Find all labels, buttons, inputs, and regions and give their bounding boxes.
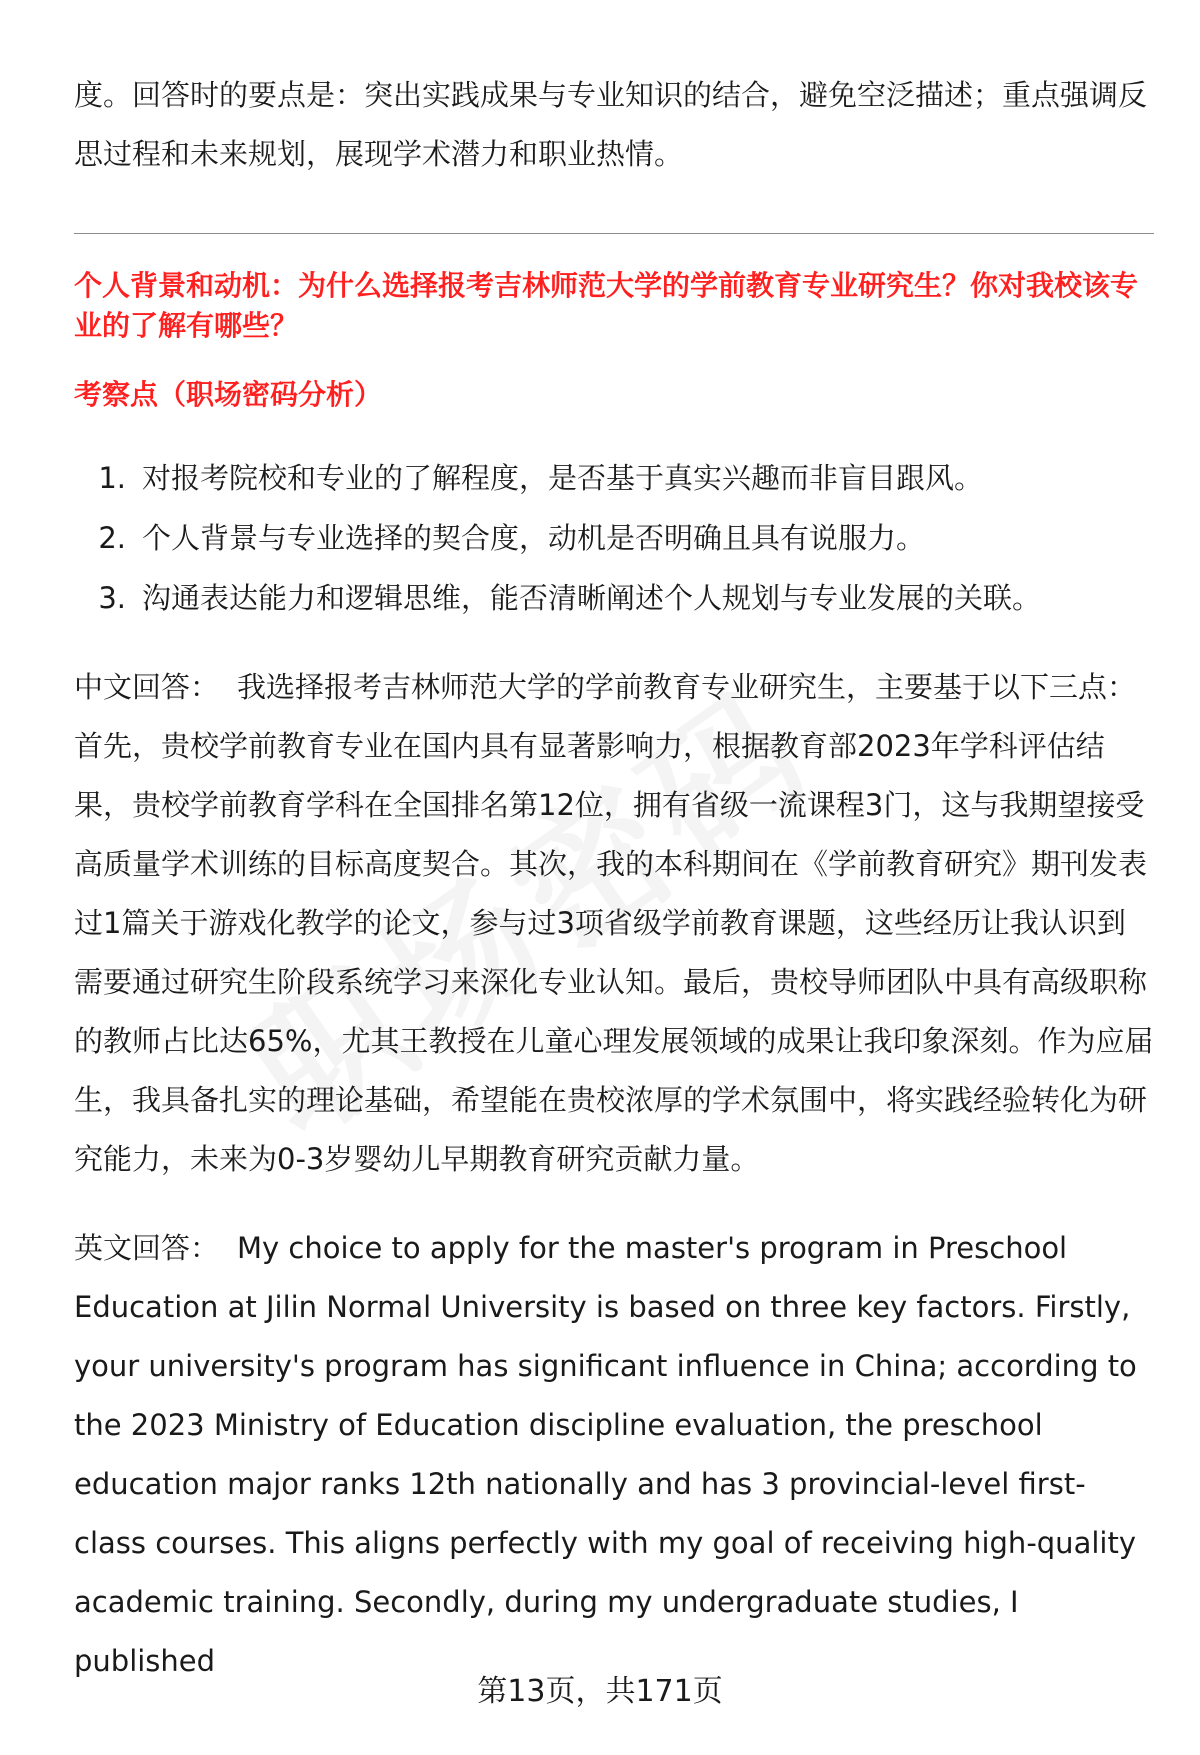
english-answer-label: 英文回答： (74, 1231, 220, 1265)
list-text: 对报考院校和专业的了解程度，是否基于真实兴趣而非盲目跟风。 (142, 461, 984, 495)
english-answer (74, 1219, 1154, 1691)
list-item (74, 568, 1154, 628)
chinese-answer-text: 我选择报考吉林师范大学的学前教育专业研究生，主要基于以下三点：首先，贵校学前教育专业在国内具有显著影响力，根据教育部2023年学科评估结果，贵校学前教育学科在全国排名第12位，拥有省级一流课程3门，这与我期望接受高质量学术训练的目标高度契合。其次，我的本科期间在《学前教育研究》期刊发表过1篇关于游戏化教学的论文，参与过3项省级学前教育课题，这些经历让我认识到需要通过研究生阶段系统学习来深化专业认知。最后，贵校导师团队中具有高级职称的教师占比达65%，尤其王教授在儿童心理发展领域的成果让我印象深刻。作为应届生，我具备扎实的理论基础，希望能在贵校浓厚的学术氛围中，将实践经验转化为研究能力，未来为0-3岁婴幼儿早期教育研究贡献力量。 (74, 670, 1154, 1176)
list-number: 3. (98, 581, 126, 615)
assessment-points-heading: 考察点（职场密码分析） (74, 378, 383, 411)
chinese-answer (74, 658, 1154, 1189)
section-divider (74, 233, 1154, 234)
list-item (74, 508, 1154, 568)
chinese-answer-label: 中文回答： (74, 670, 220, 704)
intro-paragraph: 度。回答时的要点是：突出实践成果与专业知识的结合，避免空泛描述；重点强调反思过程和未来规划，展现学术潜力和职业热情。 (74, 78, 1148, 171)
page-number: 第13页，共171页 (477, 1674, 723, 1709)
list-number: 2. (98, 521, 126, 555)
list-text: 个人背景与专业选择的契合度，动机是否明确且具有说服力。 (142, 521, 926, 555)
english-answer-text: My choice to apply for the master's program in Preschool Education at Jilin Normal University is based on three key factors. Firstly, your university's program has significant influence in China; according to the 2023 Ministry of Education discipline evaluation, the preschool education major ranks 12th nationally and has 3 provincial-level first-class courses. This aligns perfectly with my goal of receiving high-quality academic training. Secondly, during my undergraduate studies, I published (74, 1231, 1137, 1678)
question-heading: 个人背景和动机：为什么选择报考吉林师范大学的学前教育专业研究生？你对我校该专业的了解有哪些？ (74, 269, 1139, 342)
assessment-points-list (74, 448, 1154, 628)
list-item (74, 448, 1154, 508)
list-number: 1. (98, 461, 126, 495)
list-text: 沟通表达能力和逻辑思维，能否清晰阐述个人规划与专业发展的关联。 (142, 581, 1042, 615)
